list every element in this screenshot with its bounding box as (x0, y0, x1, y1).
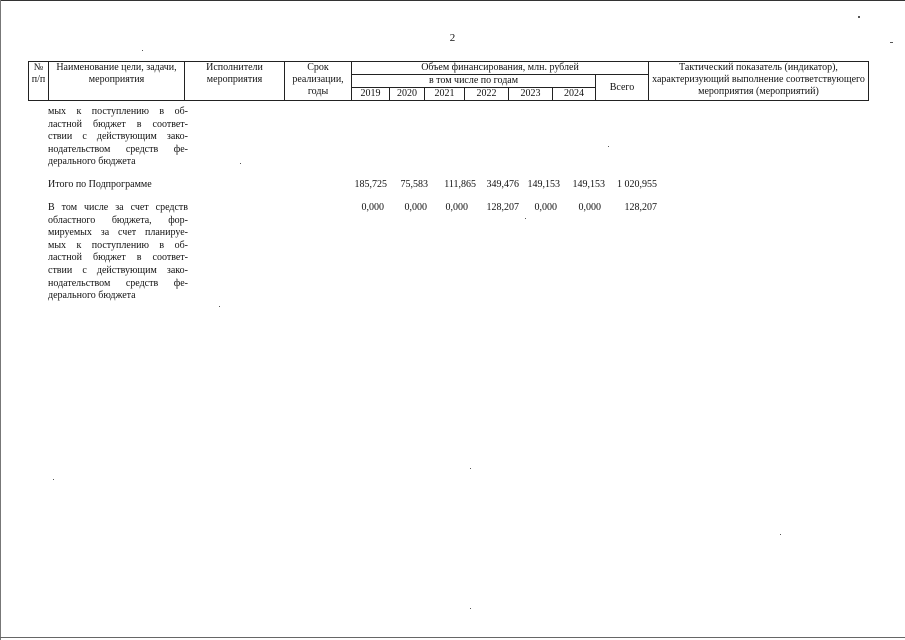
value-cell: 128,207 (486, 202, 519, 213)
row-label-line: дерального бюджета (48, 290, 136, 302)
value-cell: 0,000 (534, 202, 557, 213)
header-executors: Исполнители мероприятия (185, 62, 285, 101)
row-label-line: мых к поступлению в об- (48, 239, 188, 251)
continuation-line: дерального бюджета (48, 156, 136, 168)
continuation-text (48, 106, 188, 169)
row-label-line: областного бюджета, фор- (48, 214, 188, 226)
value-cell: 185,725 (354, 179, 387, 190)
value-cell: 0,000 (404, 202, 427, 213)
scan-speck (470, 608, 471, 609)
row-label-line: мируемых за счет планируе- (48, 227, 188, 239)
scan-speck (858, 16, 860, 18)
header-year-2024: 2024 (553, 88, 596, 101)
header-year-2020: 2020 (390, 88, 425, 101)
continuation-line: ствии с действующим зако- (48, 131, 188, 143)
row-regional-budget-label (48, 202, 188, 303)
header-table (28, 61, 869, 101)
scan-speck (240, 163, 241, 164)
header-year-2021: 2021 (425, 88, 465, 101)
header-year-2022: 2022 (465, 88, 509, 101)
header-num: № п/п (29, 62, 49, 101)
row-regional-budget-values (0, 202, 905, 215)
scan-speck (525, 218, 526, 219)
value-cell: 111,865 (444, 179, 476, 190)
header-name: Наименование цели, задачи, мероприятия (49, 62, 185, 101)
value-cell: 0,000 (578, 202, 601, 213)
header-total: Всего (596, 75, 649, 101)
value-cell: 149,153 (527, 179, 560, 190)
value-cell: 128,207 (624, 202, 657, 213)
scan-speck (219, 306, 220, 307)
header-funding: Объем финансирования, млн. рублей (352, 62, 649, 75)
value-cell: 0,000 (361, 202, 384, 213)
row-label-line: Итого по Подпрограмме (48, 179, 152, 190)
value-cell: 0,000 (445, 202, 468, 213)
scan-speck (470, 468, 471, 469)
value-cell: 1 020,955 (617, 179, 657, 190)
scan-edge-top (0, 0, 905, 1)
value-cell: 349,476 (486, 179, 519, 190)
scan-edge-bottom (0, 637, 905, 638)
scan-speck (890, 42, 893, 43)
continuation-line: нодательством средств фе- (48, 143, 188, 155)
row-label-line: нодательством средств фе- (48, 277, 188, 289)
header-indicator: Тактический показатель (индикатор), характеризующий выполнение соответствующего мероприятия (мероприятий) (649, 62, 869, 101)
header-by-years: в том числе по годам (352, 75, 596, 88)
value-cell: 75,583 (400, 179, 428, 190)
scan-speck (142, 50, 143, 51)
row-label-line: ластной бюджет в соответ- (48, 252, 188, 264)
row-total-values (0, 179, 905, 192)
value-cell: 149,153 (572, 179, 605, 190)
scan-speck (608, 146, 609, 147)
scan-edge-left (0, 0, 1, 640)
scan-speck (53, 479, 54, 480)
header-year-2019: 2019 (352, 88, 390, 101)
continuation-line: мых к поступлению в об- (48, 106, 188, 117)
row-label-line: ствии с действующим зако- (48, 264, 188, 276)
continuation-line: ластной бюджет в соответ- (48, 118, 188, 130)
header-term: Срок реализации, годы (285, 62, 352, 101)
row-label-line: В том числе за счет средств (48, 202, 188, 213)
header-year-2023: 2023 (509, 88, 553, 101)
page-number: 2 (449, 32, 456, 44)
scan-speck (780, 534, 781, 535)
